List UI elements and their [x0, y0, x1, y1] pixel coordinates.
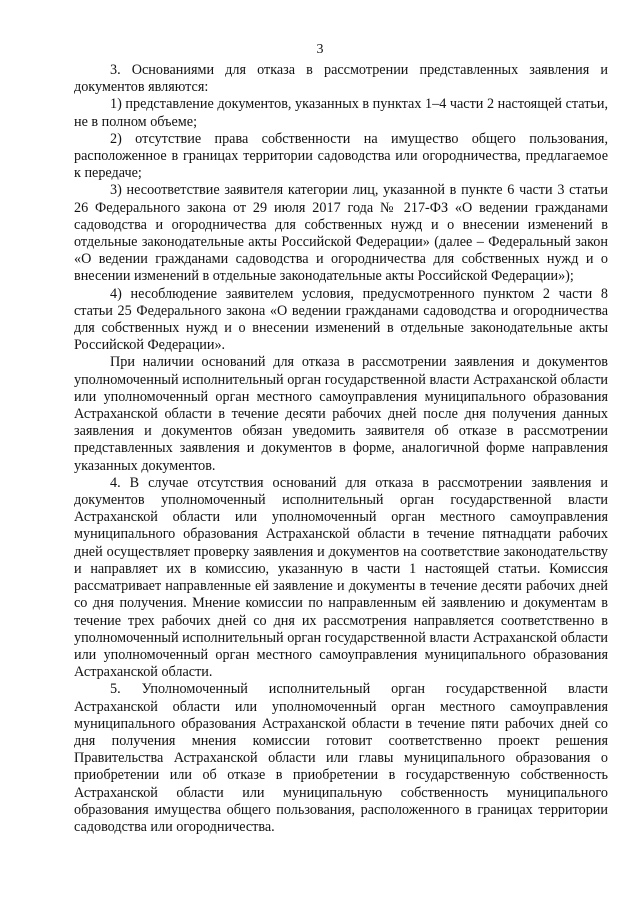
- paragraph-section-4: 4. В случае отсутствия оснований для отказа в рассмотрении заявления и документов уполномоченный исполнительный орган государственной власти Астраханской области или уполномоченный орган местного самоуправления муниципального образования Астраханской области в течение пятнадцати рабочих дней осуществляет проверку заявления и документов на соответствие законодательству и направляет их в комиссию, указанную в части 1 настоящей статьи. Комиссия рассматривает направленные ей заявление и документы в течение десяти рабочих дней со дня получения. Мнение комиссии по направленным ей заявлению и документам в течение трех рабочих дней со дня их рассмотрения направляется соответственно в уполномоченный исполнительный орган государственной власти Астраханской области или уполномоченный орган местного самоуправления муниципального образования Астраханской области.: [74, 474, 608, 681]
- paragraph-notification-of-refusal: При наличии оснований для отказа в рассмотрении заявления и документов уполномоченный исполнительный орган государственной власти Астраханской области или уполномоченный орган местного самоуправления муниципального образования Астраханской области в течение десяти рабочих дней после дня получения данных заявления и документов обязан уведомить заявителя об отказе в рассмотрении представленных заявления и документов в форме, аналогичной форме направления указанных документов.: [74, 354, 608, 474]
- paragraph-item-3: 3) несоответствие заявителя категории лиц, указанной в пункте 6 части 3 статьи 26 Федерального закона от 29 июля 2017 года № 217-ФЗ «О ведении гражданами садоводства и огородничества для собственных нужд и о внесении изменений в отдельные законодательные акты Российской Федерации» (далее – Федеральный закон «О ведении гражданами садоводства и огородничества для собственных нужд и о внесении изменений в отдельные законодательные акты Российской Федерации»);: [74, 182, 608, 285]
- paragraph-item-1: 1) представление документов, указанных в пунктах 1–4 части 2 настоящей статьи, не в полном объеме;: [74, 96, 608, 130]
- paragraph-item-2: 2) отсутствие права собственности на имущество общего пользования, расположенное в границах территории садоводства или огородничества, предлагаемое к передаче;: [74, 130, 608, 182]
- page-number: 3: [316, 42, 324, 57]
- paragraph-grounds-for-refusal: 3. Основаниями для отказа в рассмотрении представленных заявления и документов являются:: [74, 62, 608, 96]
- paragraph-section-5: 5. Уполномоченный исполнительный орган государственной власти Астраханской области или уполномоченный орган местного самоуправления муниципального образования Астраханской области в течение пяти рабочих дней со дня получения мнения комиссии готовит соответственно проект решения Правительства Астраханской области или главы муниципального образования о приобретении или об отказе в приобретении в государственную собственность Астраханской области или муниципальную собственность муниципального образования имущества общего пользования, расположенного в границах территории садоводства или огородничества.: [74, 681, 608, 835]
- document-body: [74, 62, 608, 836]
- paragraph-item-4: 4) несоблюдение заявителем условия, предусмотренного пунктом 2 части 8 статьи 25 Федерального закона «О ведении гражданами садоводства и огородничества для собственных нужд и о внесении изменений в отдельные законодательные акты Российской Федерации».: [74, 285, 608, 354]
